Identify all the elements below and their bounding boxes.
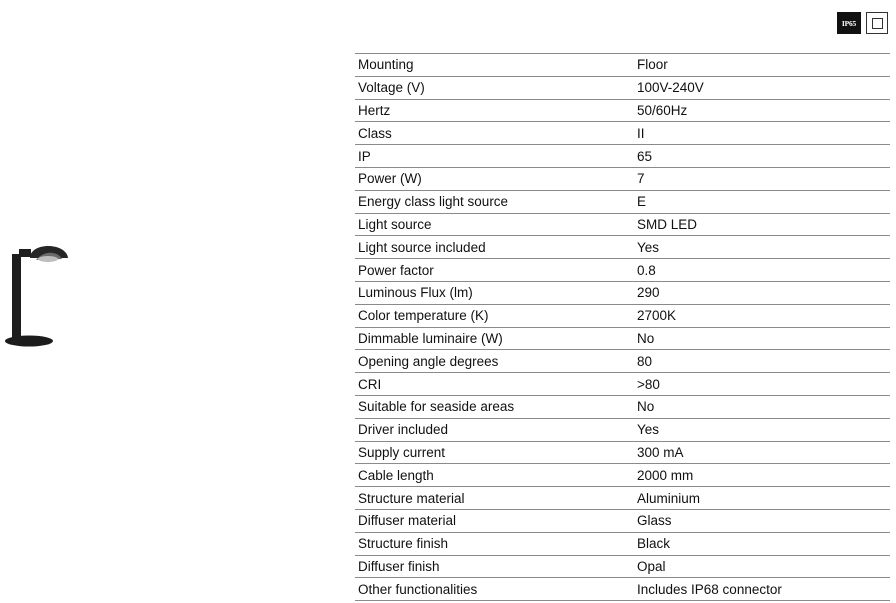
spec-row bbox=[355, 99, 890, 122]
spec-value: Floor bbox=[631, 54, 890, 77]
spec-label: Mounting bbox=[355, 54, 631, 77]
spec-row bbox=[355, 373, 890, 396]
spec-value: SMD LED bbox=[631, 213, 890, 236]
spec-label: Supply current bbox=[355, 441, 631, 464]
spec-row bbox=[355, 555, 890, 578]
spec-value: 2700K bbox=[631, 304, 890, 327]
spec-value: Black bbox=[631, 532, 890, 555]
spec-label: Driver included bbox=[355, 418, 631, 441]
spec-label: Structure finish bbox=[355, 532, 631, 555]
spec-label: Structure material bbox=[355, 487, 631, 510]
spec-value: E bbox=[631, 190, 890, 213]
spec-label: Diffuser finish bbox=[355, 555, 631, 578]
spec-row bbox=[355, 213, 890, 236]
spec-row bbox=[355, 259, 890, 282]
spec-row bbox=[355, 464, 890, 487]
spec-value: 80 bbox=[631, 350, 890, 373]
spec-value: No bbox=[631, 395, 890, 418]
class-ii-icon bbox=[866, 12, 888, 34]
spec-value: Opal bbox=[631, 555, 890, 578]
spec-value: 50/60Hz bbox=[631, 99, 890, 122]
spec-label: Luminous Flux (lm) bbox=[355, 281, 631, 304]
spec-value: 290 bbox=[631, 281, 890, 304]
spec-label: Power factor bbox=[355, 259, 631, 282]
spec-row bbox=[355, 145, 890, 168]
spec-label: Light source bbox=[355, 213, 631, 236]
spec-value: Includes IP68 connector bbox=[631, 578, 890, 601]
spec-value: II bbox=[631, 122, 890, 145]
certification-badges bbox=[837, 12, 888, 34]
spec-value: Aluminium bbox=[631, 487, 890, 510]
spec-value: Yes bbox=[631, 236, 890, 259]
spec-label: Class bbox=[355, 122, 631, 145]
spec-value: 0.8 bbox=[631, 259, 890, 282]
spec-label: Color temperature (K) bbox=[355, 304, 631, 327]
spec-row bbox=[355, 304, 890, 327]
spec-row bbox=[355, 509, 890, 532]
spec-label: Opening angle degrees bbox=[355, 350, 631, 373]
spec-label: Other functionalities bbox=[355, 578, 631, 601]
spec-row bbox=[355, 441, 890, 464]
spec-row bbox=[355, 54, 890, 77]
spec-label: Cable length bbox=[355, 464, 631, 487]
spec-row bbox=[355, 122, 890, 145]
spec-value: >80 bbox=[631, 373, 890, 396]
spec-row bbox=[355, 578, 890, 601]
spec-value: 300 mA bbox=[631, 441, 890, 464]
spec-row bbox=[355, 236, 890, 259]
spec-value: Glass bbox=[631, 509, 890, 532]
spec-row bbox=[355, 281, 890, 304]
spec-row bbox=[355, 327, 890, 350]
spec-label: Power (W) bbox=[355, 167, 631, 190]
spec-label: Suitable for seaside areas bbox=[355, 395, 631, 418]
spec-row bbox=[355, 190, 890, 213]
spec-label: Hertz bbox=[355, 99, 631, 122]
ip65-badge-icon: IP65 bbox=[837, 12, 861, 34]
spec-row bbox=[355, 350, 890, 373]
spec-value: 100V-240V bbox=[631, 76, 890, 99]
spec-row bbox=[355, 76, 890, 99]
spec-label: Dimmable luminaire (W) bbox=[355, 327, 631, 350]
product-image-bollard-lamp bbox=[0, 236, 80, 352]
spec-row bbox=[355, 418, 890, 441]
spec-label: IP bbox=[355, 145, 631, 168]
spec-value: 65 bbox=[631, 145, 890, 168]
spec-value: 2000 mm bbox=[631, 464, 890, 487]
spec-row bbox=[355, 395, 890, 418]
spec-label: Voltage (V) bbox=[355, 76, 631, 99]
spec-value: 7 bbox=[631, 167, 890, 190]
spec-label: Diffuser material bbox=[355, 509, 631, 532]
spec-label: Light source included bbox=[355, 236, 631, 259]
spec-label: Energy class light source bbox=[355, 190, 631, 213]
spec-row bbox=[355, 487, 890, 510]
spec-value: No bbox=[631, 327, 890, 350]
spec-label: CRI bbox=[355, 373, 631, 396]
spec-value: Yes bbox=[631, 418, 890, 441]
spec-row bbox=[355, 532, 890, 555]
spec-row bbox=[355, 167, 890, 190]
specifications-table bbox=[355, 53, 890, 601]
